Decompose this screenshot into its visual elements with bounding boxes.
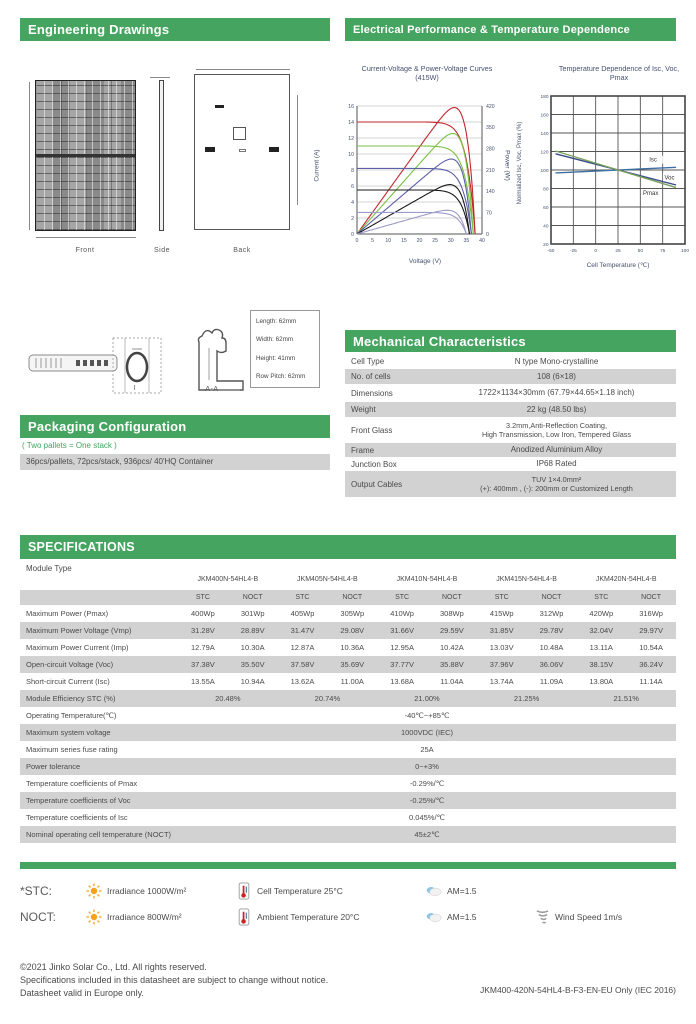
dimension-line <box>196 69 290 70</box>
spec-value-cell: 31.28V <box>191 626 215 635</box>
spec-value-cell: 28.89V <box>240 626 265 635</box>
mounting-dimension-line: Length: 62mm <box>256 318 297 325</box>
spec-value-cell: 31.66V <box>390 626 414 635</box>
svg-text:5: 5 <box>371 238 375 244</box>
spec-value-cell: 35.88V <box>440 660 464 669</box>
spec-value-cell: 405Wp <box>290 609 315 618</box>
temp-x-axis-label: Cell Temperature (℃) <box>586 262 650 269</box>
spec-value-cell: -0.25%/℃ <box>409 796 445 805</box>
mech-row-value <box>437 388 676 398</box>
table-row <box>345 384 676 402</box>
svg-text:140: 140 <box>486 189 495 196</box>
spec-value-cell: 0.045%/℃ <box>409 813 445 822</box>
spec-value-cell: 305Wp <box>340 609 365 618</box>
cable-gland-drawing <box>205 147 215 152</box>
mech-value-line: 108 (6×18) <box>537 371 576 381</box>
svg-text:12: 12 <box>348 135 354 142</box>
spec-value-cell: 400Wp <box>191 609 215 618</box>
spec-value-cell: 37.96V <box>489 660 514 669</box>
table-row <box>345 402 676 417</box>
spec-row-label: Maximum Power (Pmax) <box>26 609 109 618</box>
spec-value-cell: 38.15V <box>589 660 614 669</box>
legend-item <box>426 908 534 926</box>
footer-validity: Datasheet valid in Europe only. <box>20 988 144 998</box>
sun-icon <box>86 908 102 926</box>
spec-value-cell: 415Wp <box>489 609 514 618</box>
temp-y-axis-label: Normalized Isc, Voc, Pmax (%) <box>517 121 523 205</box>
dimension-line <box>29 82 30 230</box>
table-row <box>20 792 676 809</box>
iv-chart-title: Current-Voltage & Power-Voltage Curves (415W) <box>361 64 493 82</box>
table-row <box>20 690 676 707</box>
spec-value-cell: 11.00A <box>340 677 364 686</box>
legend-item <box>236 882 426 900</box>
table-row <box>20 707 676 724</box>
mech-row-label: Dimensions <box>351 388 393 398</box>
mech-value-line: (+): 400mm , (-): 200mm or Customized Length <box>480 484 633 493</box>
svg-text:420: 420 <box>486 103 495 110</box>
column-header: NOCT <box>541 594 562 601</box>
spec-value-cell: 20.48% <box>215 694 241 703</box>
mounting-dimension-line: Row Pitch: 62mm <box>256 372 306 380</box>
legend-item-text: Ambient Temperature 20°C <box>257 912 360 922</box>
svg-text:35: 35 <box>463 238 470 244</box>
spec-value-cell: 13.11A <box>589 643 613 652</box>
mech-row-value <box>437 459 676 469</box>
spec-value-cell: 13.68A <box>390 677 414 686</box>
section-header-specifications: SPECIFICATIONS <box>20 535 676 559</box>
mech-row-label: Output Cables <box>351 479 403 489</box>
svg-text:100: 100 <box>680 249 690 254</box>
table-row <box>20 639 676 656</box>
mech-row-label: Frame <box>351 445 375 455</box>
mech-row-value <box>437 475 676 493</box>
spec-row-label: Maximum Power Current (Imp) <box>26 643 129 652</box>
column-header: NOCT <box>441 594 462 601</box>
mech-value-line: 3.2mm,Anti-Reflection Coating, <box>506 420 607 430</box>
legend-item-text: Irradiance 1000W/m² <box>107 886 187 896</box>
spec-value-cell: 1000VDC (IEC) <box>400 728 454 737</box>
spec-value-cell: 0~+3% <box>415 762 439 771</box>
packaging-detail: 36pcs/pallets, 72pcs/stack, 936pcs/ 40'HQ Container <box>20 454 330 470</box>
legend-item <box>534 908 622 926</box>
mech-row-value <box>437 357 676 367</box>
column-header: NOCT <box>641 594 661 601</box>
spec-value-cell: 11.09A <box>539 677 564 686</box>
iv-y-axis-label-power: Power (W) <box>503 150 511 181</box>
spec-value-cell: 37.58V <box>290 660 315 669</box>
module-model-name: JKM400N-54HL4-B <box>197 576 259 583</box>
spec-value-cell: 301Wp <box>240 609 265 618</box>
footer-copyright: ©2021 Jinko Solar Co., Ltd. All rights reserved. <box>20 962 207 972</box>
stc-noct-header-row <box>20 590 676 605</box>
specifications-table <box>20 560 676 843</box>
spec-row-label: Temperature coefficients of Voc <box>26 796 131 805</box>
svg-text:-25: -25 <box>569 249 577 254</box>
dimension-line <box>36 237 136 238</box>
svg-text:6: 6 <box>351 183 354 190</box>
spec-value-cell: 35.50V <box>240 660 265 669</box>
mech-row-value <box>437 405 676 415</box>
mounting-dimension-line: Height: 41mm <box>256 354 296 362</box>
table-row <box>345 471 676 497</box>
thermometer-icon <box>236 908 252 926</box>
temp-chart-title: Temperature Dependence of Isc, Voc, Pmax <box>558 64 680 82</box>
legend-item-text: Irradiance 800W/m² <box>107 912 182 922</box>
legend-item-text: AM=1.5 <box>447 912 477 922</box>
stc-label: *STC: <box>20 884 53 898</box>
mech-value-line: 22 kg (48.50 lbs) <box>526 404 587 414</box>
table-row <box>20 826 676 843</box>
svg-text:20: 20 <box>543 242 549 248</box>
column-header: STC <box>295 594 310 601</box>
green-divider <box>20 862 676 869</box>
module-model-name: JKM420N-54HL4-B <box>595 576 657 583</box>
caption-side: Side <box>153 247 170 254</box>
spec-value-cell: 13.80A <box>589 677 614 686</box>
spec-row-label: Maximum series fuse rating <box>26 745 118 754</box>
spec-value-cell: 29.78V <box>539 626 564 635</box>
table-row <box>20 724 676 741</box>
spec-value-cell: 36.24V <box>639 660 663 669</box>
spec-value-cell: 10.54A <box>639 643 663 652</box>
spec-value-cell: 10.36A <box>340 643 365 652</box>
spec-value-cell: 316Wp <box>639 609 663 618</box>
mech-row-label: No. of cells <box>351 372 391 381</box>
svg-text:60: 60 <box>543 205 549 211</box>
spec-value-cell: 312Wp <box>539 609 564 618</box>
spec-value-cell: 31.47V <box>290 626 315 635</box>
table-row <box>345 457 676 471</box>
svg-text:0: 0 <box>594 249 598 254</box>
caption-front: Front <box>75 247 95 254</box>
dimension-line <box>297 95 298 205</box>
spec-value-cell: 12.95A <box>390 643 414 652</box>
column-header: STC <box>494 594 509 601</box>
svg-text:2: 2 <box>351 215 354 222</box>
spec-value-cell: 10.30A <box>240 643 265 652</box>
mech-row-value <box>437 445 676 455</box>
mech-value-line: IP68 Rated <box>536 459 577 468</box>
spec-value-cell: 13.55A <box>191 677 215 686</box>
mech-value-line: Anodized Aluminium Alloy <box>510 445 603 454</box>
column-header: STC <box>395 594 410 601</box>
spec-value-cell: 12.87A <box>290 643 315 652</box>
module-model-name: JKM415N-54HL4-B <box>496 576 557 583</box>
cloud-icon <box>426 908 442 926</box>
svg-text:Voc: Voc <box>664 175 675 182</box>
svg-text:80: 80 <box>543 187 549 193</box>
mech-row-label: Junction Box <box>351 459 397 469</box>
spec-value-cell: 308Wp <box>440 609 464 618</box>
column-header: STC <box>195 594 210 601</box>
packaging-note: ( Two pallets = One stack ) <box>22 441 117 450</box>
mech-value-line: N type Mono-crystalline <box>514 356 599 366</box>
junction-box-drawing <box>233 127 246 140</box>
column-header: STC <box>594 594 609 601</box>
svg-text:40: 40 <box>543 224 549 230</box>
spec-row-label: Short-circuit Current (Isc) <box>26 677 110 686</box>
column-header: NOCT <box>342 594 363 601</box>
footer-disclaimer: Specifications included in this datasheet are subject to change without notice. <box>20 975 329 985</box>
temperature-dependence-chart <box>525 90 695 262</box>
svg-text:50: 50 <box>637 249 644 254</box>
section-header-mechanical: Mechanical Characteristics <box>345 330 676 352</box>
spec-row-label: Maximum Power Voltage (Vmp) <box>26 626 132 635</box>
table-row <box>20 809 676 826</box>
svg-text:20: 20 <box>416 238 423 244</box>
thermometer-icon <box>236 882 252 900</box>
mech-row-value <box>437 421 676 439</box>
legend-item <box>426 882 477 900</box>
footer-document-code: JKM400-420N-54HL4-B-F3-EN-EU Only (IEC 2016) <box>479 985 676 995</box>
spec-value-cell: 32.04V <box>589 626 614 635</box>
cloud-icon <box>426 882 442 900</box>
mech-row-label: Front Glass <box>351 425 393 435</box>
spec-row-label: Maximum system voltage <box>26 728 111 737</box>
table-row <box>20 622 676 639</box>
section-header-packaging: Packaging Configuration <box>20 415 330 438</box>
svg-text:160: 160 <box>540 113 549 119</box>
noct-label: NOCT: <box>20 910 56 924</box>
spec-row-label: Module Efficiency STC (%) <box>26 694 116 703</box>
table-row <box>20 673 676 690</box>
mech-value-line: 1722×1134×30mm (67.79×44.65×1.18 inch) <box>478 388 635 397</box>
svg-text:210: 210 <box>486 167 495 174</box>
legend-item <box>236 908 426 926</box>
svg-text:4: 4 <box>351 199 354 206</box>
spec-value-cell: 13.74A <box>489 677 514 686</box>
module-type-label: Module Type <box>26 564 72 573</box>
svg-text:0: 0 <box>355 238 359 244</box>
spec-value-cell: 31.85V <box>489 626 514 635</box>
mech-row-value <box>437 372 676 382</box>
panel-back-drawing <box>194 74 290 230</box>
svg-text:10: 10 <box>348 151 354 158</box>
panel-front-drawing <box>35 80 136 231</box>
label-mark <box>215 105 224 108</box>
module-model-name: JKM405N-54HL4-B <box>297 576 358 583</box>
spec-row-label: Nominal operating cell temperature (NOCT) <box>26 830 172 839</box>
spec-value-cell: 10.94A <box>240 677 265 686</box>
section-header-electrical-performance: Electrical Performance & Temperature Dependence <box>345 18 676 41</box>
svg-text:75: 75 <box>659 249 666 254</box>
svg-text:10: 10 <box>385 238 392 244</box>
legend-item <box>86 908 236 926</box>
column-header: NOCT <box>242 594 263 601</box>
spec-value-cell: 13.03V <box>489 643 514 652</box>
svg-text:0: 0 <box>351 231 354 238</box>
section-header-engineering-drawings: Engineering Drawings <box>20 18 330 41</box>
table-row <box>345 417 676 443</box>
iv-x-axis-label: Voltage (V) <box>408 258 442 265</box>
spec-value-cell: 20.74% <box>314 694 341 703</box>
spec-value-cell: 21.00% <box>414 694 440 703</box>
module-model-name: JKM410N-54HL4-B <box>396 576 458 583</box>
svg-text:140: 140 <box>540 131 549 137</box>
svg-text:Isc: Isc <box>649 157 657 164</box>
cable-gland-drawing <box>269 147 279 152</box>
table-row <box>345 369 676 384</box>
spec-row-label: Temperature coefficients of Isc <box>26 813 128 822</box>
svg-text:70: 70 <box>486 210 492 217</box>
caption-back: Back <box>233 247 251 254</box>
table-row <box>20 775 676 792</box>
iv-y-axis-label-current: Current (A) <box>313 149 321 182</box>
svg-text:0: 0 <box>486 231 489 238</box>
table-row <box>20 605 676 622</box>
svg-text:-50: -50 <box>547 249 555 254</box>
svg-text:280: 280 <box>486 146 495 153</box>
table-row <box>345 354 676 369</box>
svg-text:Pmax: Pmax <box>643 190 659 197</box>
legend-row <box>20 878 676 904</box>
table-row <box>20 741 676 758</box>
spec-value-cell: 12.79A <box>191 643 215 652</box>
spec-value-cell: 37.77V <box>390 660 414 669</box>
svg-text:180: 180 <box>540 94 549 100</box>
panel-side-drawing <box>159 80 164 231</box>
spec-value-cell: 45±2℃ <box>414 830 440 839</box>
legend-item-text: AM=1.5 <box>447 886 477 896</box>
mech-value-line: High Transmission, Low Iron, Tempered Glass <box>481 430 632 439</box>
svg-text:30: 30 <box>447 238 454 244</box>
mounting-dimension-line: Width: 62mm <box>256 336 294 344</box>
spec-value-cell: 29.08V <box>340 626 365 635</box>
spec-value-cell: 25A <box>420 745 434 754</box>
legend-item <box>86 882 236 900</box>
mech-row-label: Cell Type <box>351 357 385 366</box>
spec-value-cell: 21.51% <box>613 694 639 703</box>
spec-value-cell: 10.48A <box>539 643 564 652</box>
spec-value-cell: 10.42A <box>440 643 464 652</box>
mounting-dimensions-box <box>250 310 320 388</box>
spec-value-cell: -40℃~+85℃ <box>404 711 450 720</box>
spec-row-label: Temperature coefficients of Pmax <box>26 779 138 788</box>
svg-text:350: 350 <box>486 125 495 132</box>
svg-text:120: 120 <box>540 150 549 156</box>
spec-row-label: Open-circuit Voltage (Voc) <box>26 660 114 669</box>
svg-text:16: 16 <box>348 103 354 110</box>
caption-detail-i: I <box>133 385 137 392</box>
spec-value-cell: 410Wp <box>390 609 414 618</box>
mech-row-label: Weight <box>351 405 376 414</box>
svg-text:25: 25 <box>432 238 439 244</box>
spec-value-cell: 36.06V <box>539 660 564 669</box>
label-mark <box>239 149 246 152</box>
legend-item-text: Wind Speed 1m/s <box>555 912 623 922</box>
dimension-line <box>150 77 170 78</box>
svg-text:8: 8 <box>351 167 354 174</box>
spec-value-cell: -0.29%/℃ <box>409 779 445 788</box>
table-row <box>345 443 676 457</box>
caption-section-aa: A-A <box>205 386 219 393</box>
mech-value-line: TUV 1×4.0mm² <box>531 474 582 484</box>
spec-value-cell: 37.38V <box>191 660 215 669</box>
table-row <box>20 656 676 673</box>
spec-value-cell: 13.62A <box>290 677 315 686</box>
spec-value-cell: 11.14A <box>639 677 663 686</box>
svg-text:40: 40 <box>479 238 485 244</box>
spec-value-cell: 21.25% <box>513 694 540 703</box>
spec-value-cell: 11.04A <box>440 677 464 686</box>
spec-value-cell: 29.59V <box>440 626 464 635</box>
mechanical-table <box>345 354 676 497</box>
module-type-row <box>20 560 676 590</box>
legend-item-text: Cell Temperature 25°C <box>257 886 343 896</box>
svg-text:14: 14 <box>348 119 354 126</box>
spec-value-cell: 420Wp <box>589 609 614 618</box>
spec-row-label: Power tolerance <box>26 762 81 771</box>
test-conditions-legend <box>20 878 676 930</box>
wind-icon <box>534 908 550 926</box>
table-row <box>20 758 676 775</box>
legend-row <box>20 904 676 930</box>
iv-pv-chart <box>330 98 512 250</box>
spec-row-label: Operating Temperature(℃) <box>26 711 117 720</box>
svg-text:15: 15 <box>400 238 407 244</box>
spec-value-cell: 29.97V <box>639 626 663 635</box>
svg-text:100: 100 <box>540 168 549 174</box>
sun-icon <box>86 882 102 900</box>
svg-text:25: 25 <box>615 249 621 254</box>
spec-value-cell: 35.69V <box>340 660 365 669</box>
